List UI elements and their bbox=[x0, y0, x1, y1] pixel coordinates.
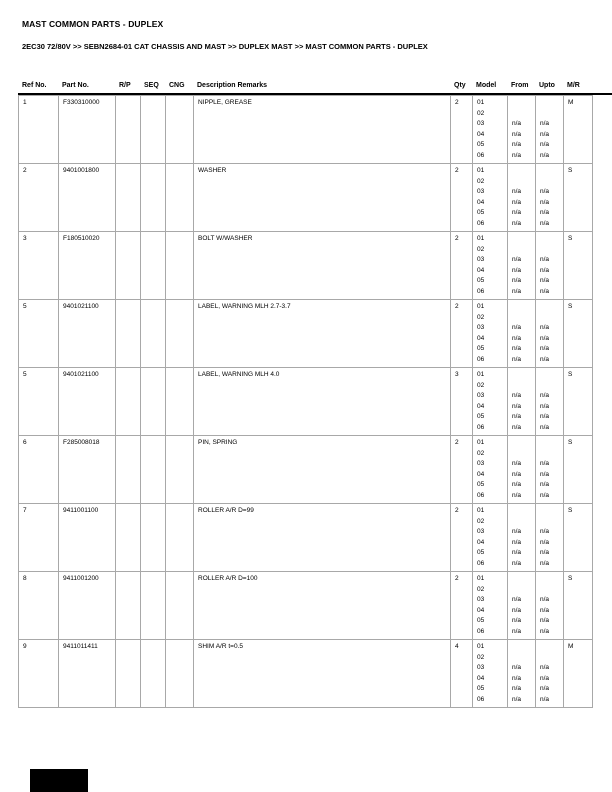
from-line: n/a bbox=[512, 664, 522, 671]
cell-ref-no: 1 bbox=[19, 96, 59, 164]
cell-part-no: 9411011411 bbox=[59, 640, 116, 708]
cell-qty: 2 bbox=[451, 232, 473, 300]
from-line: n/a bbox=[512, 413, 522, 420]
upto-line bbox=[540, 177, 562, 188]
model-line: 06 bbox=[477, 423, 485, 431]
model-line: 04 bbox=[477, 538, 485, 546]
from-line: n/a bbox=[512, 470, 522, 478]
upto-line: n/a bbox=[540, 413, 550, 420]
model-line: 04 bbox=[477, 130, 485, 138]
upto-line: n/a bbox=[540, 460, 550, 467]
model-line: 02 bbox=[477, 449, 485, 457]
cell-seq bbox=[141, 572, 166, 640]
cell-model bbox=[473, 436, 508, 504]
upto-line bbox=[540, 302, 562, 313]
upto-line bbox=[540, 574, 562, 585]
upto-line bbox=[540, 642, 562, 653]
cell-upto bbox=[536, 572, 564, 640]
model-line: 06 bbox=[477, 559, 485, 567]
model-line: 04 bbox=[477, 334, 485, 342]
model-line: 06 bbox=[477, 287, 485, 295]
from-line bbox=[512, 653, 534, 664]
col-header-cng: CNG bbox=[169, 82, 185, 89]
cell-seq bbox=[141, 504, 166, 572]
cell-model bbox=[473, 96, 508, 164]
cell-upto bbox=[536, 436, 564, 504]
upto-line: n/a bbox=[540, 277, 550, 284]
from-line: n/a bbox=[512, 549, 522, 556]
model-line: 02 bbox=[477, 585, 485, 593]
model-line: 02 bbox=[477, 517, 485, 525]
upto-line: n/a bbox=[540, 402, 550, 410]
upto-line bbox=[540, 313, 562, 324]
cell-from bbox=[508, 232, 536, 300]
model-line: 02 bbox=[477, 653, 485, 661]
cell-model bbox=[473, 300, 508, 368]
cell-model bbox=[473, 640, 508, 708]
upto-line: n/a bbox=[540, 695, 550, 703]
cell-upto bbox=[536, 504, 564, 572]
from-line: n/a bbox=[512, 392, 522, 399]
col-header-upto: Upto bbox=[539, 82, 555, 89]
model-line: 03 bbox=[477, 256, 485, 263]
model-line: 03 bbox=[477, 120, 485, 127]
upto-line: n/a bbox=[540, 606, 550, 614]
cell-qty: 2 bbox=[451, 96, 473, 164]
from-line bbox=[512, 506, 534, 517]
parts-table bbox=[18, 95, 593, 708]
table-header-row bbox=[18, 82, 612, 95]
model-line: 04 bbox=[477, 198, 485, 206]
cell-from bbox=[508, 96, 536, 164]
from-line: n/a bbox=[512, 674, 522, 682]
cell-rp bbox=[116, 572, 141, 640]
cell-ref-no: 9 bbox=[19, 640, 59, 708]
from-line: n/a bbox=[512, 695, 522, 703]
page-title: MAST COMMON PARTS - DUPLEX bbox=[22, 19, 164, 29]
cell-mr: S bbox=[564, 504, 593, 572]
cell-from bbox=[508, 436, 536, 504]
upto-line: n/a bbox=[540, 256, 550, 263]
cell-from bbox=[508, 300, 536, 368]
model-line: 01 bbox=[477, 167, 485, 174]
upto-line: n/a bbox=[540, 617, 550, 624]
cell-description: LABEL, WARNING MLH 2.7-3.7 bbox=[194, 300, 451, 368]
from-line: n/a bbox=[512, 559, 522, 567]
upto-line bbox=[540, 98, 562, 109]
cell-cng bbox=[166, 640, 194, 708]
cell-qty: 2 bbox=[451, 300, 473, 368]
parts-table-section bbox=[18, 82, 612, 708]
from-line: n/a bbox=[512, 141, 522, 148]
from-line: n/a bbox=[512, 617, 522, 624]
upto-line: n/a bbox=[540, 392, 550, 399]
cell-qty: 3 bbox=[451, 368, 473, 436]
upto-line: n/a bbox=[540, 538, 550, 546]
cell-description: ROLLER A/R D=99 bbox=[194, 504, 451, 572]
from-line bbox=[512, 177, 534, 188]
cell-from bbox=[508, 164, 536, 232]
cell-seq bbox=[141, 300, 166, 368]
table-row bbox=[19, 436, 593, 504]
cell-rp bbox=[116, 368, 141, 436]
upto-line: n/a bbox=[540, 209, 550, 216]
upto-line: n/a bbox=[540, 355, 550, 363]
model-line: 01 bbox=[477, 235, 485, 242]
from-line bbox=[512, 166, 534, 177]
cell-description: ROLLER A/R D=100 bbox=[194, 572, 451, 640]
from-line: n/a bbox=[512, 130, 522, 138]
cell-ref-no: 8 bbox=[19, 572, 59, 640]
col-header-rp: R/P bbox=[119, 82, 131, 89]
upto-line: n/a bbox=[540, 198, 550, 206]
from-line: n/a bbox=[512, 345, 522, 352]
model-line: 06 bbox=[477, 355, 485, 363]
model-line: 06 bbox=[477, 151, 485, 159]
model-line: 01 bbox=[477, 371, 485, 378]
from-line: n/a bbox=[512, 209, 522, 216]
cell-rp bbox=[116, 504, 141, 572]
cell-rp bbox=[116, 164, 141, 232]
col-header-seq: SEQ bbox=[144, 82, 159, 89]
cell-upto bbox=[536, 368, 564, 436]
cell-seq bbox=[141, 232, 166, 300]
upto-line: n/a bbox=[540, 219, 550, 227]
from-line bbox=[512, 234, 534, 245]
model-line: 03 bbox=[477, 528, 485, 535]
cell-upto bbox=[536, 164, 564, 232]
cell-rp bbox=[116, 96, 141, 164]
upto-line: n/a bbox=[540, 470, 550, 478]
model-line: 02 bbox=[477, 177, 485, 185]
upto-line: n/a bbox=[540, 151, 550, 159]
cell-cng bbox=[166, 436, 194, 504]
upto-line: n/a bbox=[540, 596, 550, 603]
cell-mr: M bbox=[564, 640, 593, 708]
table-row bbox=[19, 572, 593, 640]
from-line bbox=[512, 642, 534, 653]
model-line: 02 bbox=[477, 245, 485, 253]
cell-mr: S bbox=[564, 368, 593, 436]
from-line: n/a bbox=[512, 491, 522, 499]
cell-seq bbox=[141, 368, 166, 436]
model-line: 03 bbox=[477, 324, 485, 331]
upto-line: n/a bbox=[540, 627, 550, 635]
from-line: n/a bbox=[512, 287, 522, 295]
table-row bbox=[19, 368, 593, 436]
cell-mr: S bbox=[564, 572, 593, 640]
table-row bbox=[19, 504, 593, 572]
cell-upto bbox=[536, 300, 564, 368]
from-line: n/a bbox=[512, 120, 522, 127]
cell-model bbox=[473, 504, 508, 572]
from-line: n/a bbox=[512, 685, 522, 692]
upto-line: n/a bbox=[540, 674, 550, 682]
upto-line: n/a bbox=[540, 528, 550, 535]
cell-rp bbox=[116, 436, 141, 504]
cell-rp bbox=[116, 232, 141, 300]
model-line: 05 bbox=[477, 617, 485, 624]
model-line: 05 bbox=[477, 141, 485, 148]
upto-line: n/a bbox=[540, 120, 550, 127]
cell-ref-no: 3 bbox=[19, 232, 59, 300]
cell-ref-no: 6 bbox=[19, 436, 59, 504]
from-line: n/a bbox=[512, 198, 522, 206]
cell-seq bbox=[141, 436, 166, 504]
cell-model bbox=[473, 164, 508, 232]
upto-line bbox=[540, 653, 562, 664]
model-line: 05 bbox=[477, 549, 485, 556]
table-row bbox=[19, 96, 593, 164]
cell-mr: M bbox=[564, 96, 593, 164]
cell-cng bbox=[166, 164, 194, 232]
from-line: n/a bbox=[512, 256, 522, 263]
from-line bbox=[512, 517, 534, 528]
from-line: n/a bbox=[512, 460, 522, 467]
from-line: n/a bbox=[512, 277, 522, 284]
model-line: 05 bbox=[477, 413, 485, 420]
cell-cng bbox=[166, 300, 194, 368]
table-row bbox=[19, 300, 593, 368]
from-line: n/a bbox=[512, 596, 522, 603]
col-header-description: Description Remarks bbox=[197, 82, 268, 89]
upto-line bbox=[540, 245, 562, 256]
cell-description: PIN, SPRING bbox=[194, 436, 451, 504]
upto-line: n/a bbox=[540, 481, 550, 488]
cell-part-no: 9411001100 bbox=[59, 504, 116, 572]
cell-model bbox=[473, 572, 508, 640]
model-line: 01 bbox=[477, 439, 485, 446]
cell-from bbox=[508, 504, 536, 572]
model-line: 03 bbox=[477, 188, 485, 195]
cell-qty: 2 bbox=[451, 504, 473, 572]
cell-mr: S bbox=[564, 164, 593, 232]
model-line: 06 bbox=[477, 627, 485, 635]
cell-from bbox=[508, 368, 536, 436]
from-line: n/a bbox=[512, 151, 522, 159]
col-header-model: Model bbox=[476, 82, 497, 89]
cell-part-no: F330310000 bbox=[59, 96, 116, 164]
cell-description: WASHER bbox=[194, 164, 451, 232]
cell-description: LABEL, WARNING MLH 4.0 bbox=[194, 368, 451, 436]
upto-line: n/a bbox=[540, 334, 550, 342]
upto-line: n/a bbox=[540, 266, 550, 274]
from-line: n/a bbox=[512, 334, 522, 342]
cell-part-no: F285008018 bbox=[59, 436, 116, 504]
table-row bbox=[19, 640, 593, 708]
upto-line: n/a bbox=[540, 685, 550, 692]
upto-line bbox=[540, 449, 562, 460]
upto-line: n/a bbox=[540, 345, 550, 352]
cell-model bbox=[473, 232, 508, 300]
upto-line: n/a bbox=[540, 491, 550, 499]
cell-from bbox=[508, 572, 536, 640]
upto-line bbox=[540, 381, 562, 392]
cell-ref-no: 7 bbox=[19, 504, 59, 572]
from-line bbox=[512, 109, 534, 120]
model-line: 01 bbox=[477, 99, 485, 106]
from-line: n/a bbox=[512, 219, 522, 227]
cell-ref-no: 2 bbox=[19, 164, 59, 232]
cell-part-no: 9411001200 bbox=[59, 572, 116, 640]
cell-mr: S bbox=[564, 300, 593, 368]
cell-seq bbox=[141, 640, 166, 708]
model-line: 03 bbox=[477, 596, 485, 603]
from-line bbox=[512, 313, 534, 324]
from-line bbox=[512, 574, 534, 585]
from-line bbox=[512, 438, 534, 449]
model-line: 04 bbox=[477, 674, 485, 682]
cell-rp bbox=[116, 300, 141, 368]
upto-line: n/a bbox=[540, 324, 550, 331]
col-header-mr: M/R bbox=[567, 82, 580, 89]
model-line: 02 bbox=[477, 109, 485, 117]
col-header-from: From bbox=[511, 82, 529, 89]
footer-black-box bbox=[30, 769, 88, 792]
cell-from bbox=[508, 640, 536, 708]
cell-part-no: 9401021100 bbox=[59, 368, 116, 436]
upto-line: n/a bbox=[540, 141, 550, 148]
breadcrumb: 2EC30 72/80V >> SEBN2684-01 CAT CHASSIS AND MAST >> DUPLEX MAST >> MAST COMMON PARTS - DUPLEX bbox=[22, 42, 428, 51]
col-header-part-no: Part No. bbox=[62, 82, 89, 89]
cell-description: BOLT W/WASHER bbox=[194, 232, 451, 300]
from-line: n/a bbox=[512, 606, 522, 614]
from-line bbox=[512, 381, 534, 392]
cell-qty: 2 bbox=[451, 164, 473, 232]
model-line: 06 bbox=[477, 695, 485, 703]
from-line: n/a bbox=[512, 627, 522, 635]
model-line: 06 bbox=[477, 219, 485, 227]
from-line: n/a bbox=[512, 528, 522, 535]
model-line: 01 bbox=[477, 507, 485, 514]
upto-line bbox=[540, 517, 562, 528]
model-line: 04 bbox=[477, 470, 485, 478]
from-line: n/a bbox=[512, 266, 522, 274]
cell-qty: 4 bbox=[451, 640, 473, 708]
from-line bbox=[512, 302, 534, 313]
cell-cng bbox=[166, 504, 194, 572]
cell-description: SHIM A/R t=0.5 bbox=[194, 640, 451, 708]
from-line: n/a bbox=[512, 188, 522, 195]
model-line: 01 bbox=[477, 575, 485, 582]
upto-line bbox=[540, 506, 562, 517]
from-line: n/a bbox=[512, 423, 522, 431]
cell-cng bbox=[166, 572, 194, 640]
upto-line bbox=[540, 166, 562, 177]
model-line: 04 bbox=[477, 266, 485, 274]
cell-part-no: 9401021100 bbox=[59, 300, 116, 368]
from-line: n/a bbox=[512, 355, 522, 363]
cell-upto bbox=[536, 96, 564, 164]
model-line: 01 bbox=[477, 643, 485, 650]
cell-qty: 2 bbox=[451, 572, 473, 640]
model-line: 03 bbox=[477, 460, 485, 467]
from-line: n/a bbox=[512, 481, 522, 488]
from-line bbox=[512, 585, 534, 596]
cell-part-no: F180510020 bbox=[59, 232, 116, 300]
model-line: 03 bbox=[477, 664, 485, 671]
from-line: n/a bbox=[512, 324, 522, 331]
cell-ref-no: 5 bbox=[19, 300, 59, 368]
from-line bbox=[512, 370, 534, 381]
cell-seq bbox=[141, 96, 166, 164]
cell-ref-no: 5 bbox=[19, 368, 59, 436]
model-line: 06 bbox=[477, 491, 485, 499]
model-line: 05 bbox=[477, 481, 485, 488]
cell-cng bbox=[166, 368, 194, 436]
col-header-ref-no: Ref No. bbox=[22, 82, 47, 89]
cell-upto bbox=[536, 232, 564, 300]
model-line: 02 bbox=[477, 381, 485, 389]
upto-line bbox=[540, 109, 562, 120]
cell-seq bbox=[141, 164, 166, 232]
upto-line: n/a bbox=[540, 130, 550, 138]
upto-line: n/a bbox=[540, 559, 550, 567]
cell-mr: S bbox=[564, 232, 593, 300]
upto-line: n/a bbox=[540, 423, 550, 431]
upto-line bbox=[540, 370, 562, 381]
upto-line bbox=[540, 438, 562, 449]
from-line bbox=[512, 245, 534, 256]
cell-description: NIPPLE, GREASE bbox=[194, 96, 451, 164]
model-line: 04 bbox=[477, 402, 485, 410]
model-line: 02 bbox=[477, 313, 485, 321]
col-header-qty: Qty bbox=[454, 82, 466, 89]
from-line: n/a bbox=[512, 402, 522, 410]
model-line: 05 bbox=[477, 685, 485, 692]
upto-line: n/a bbox=[540, 664, 550, 671]
cell-part-no: 9401001800 bbox=[59, 164, 116, 232]
model-line: 03 bbox=[477, 392, 485, 399]
upto-line bbox=[540, 234, 562, 245]
cell-qty: 2 bbox=[451, 436, 473, 504]
table-row bbox=[19, 164, 593, 232]
model-line: 05 bbox=[477, 209, 485, 216]
table-body bbox=[19, 96, 593, 708]
model-line: 05 bbox=[477, 345, 485, 352]
model-line: 05 bbox=[477, 277, 485, 284]
cell-cng bbox=[166, 96, 194, 164]
model-line: 01 bbox=[477, 303, 485, 310]
from-line bbox=[512, 98, 534, 109]
upto-line: n/a bbox=[540, 188, 550, 195]
cell-upto bbox=[536, 640, 564, 708]
upto-line: n/a bbox=[540, 549, 550, 556]
table-row bbox=[19, 232, 593, 300]
upto-line: n/a bbox=[540, 287, 550, 295]
model-line: 04 bbox=[477, 606, 485, 614]
cell-mr: S bbox=[564, 436, 593, 504]
from-line: n/a bbox=[512, 538, 522, 546]
cell-rp bbox=[116, 640, 141, 708]
cell-model bbox=[473, 368, 508, 436]
cell-cng bbox=[166, 232, 194, 300]
from-line bbox=[512, 449, 534, 460]
upto-line bbox=[540, 585, 562, 596]
